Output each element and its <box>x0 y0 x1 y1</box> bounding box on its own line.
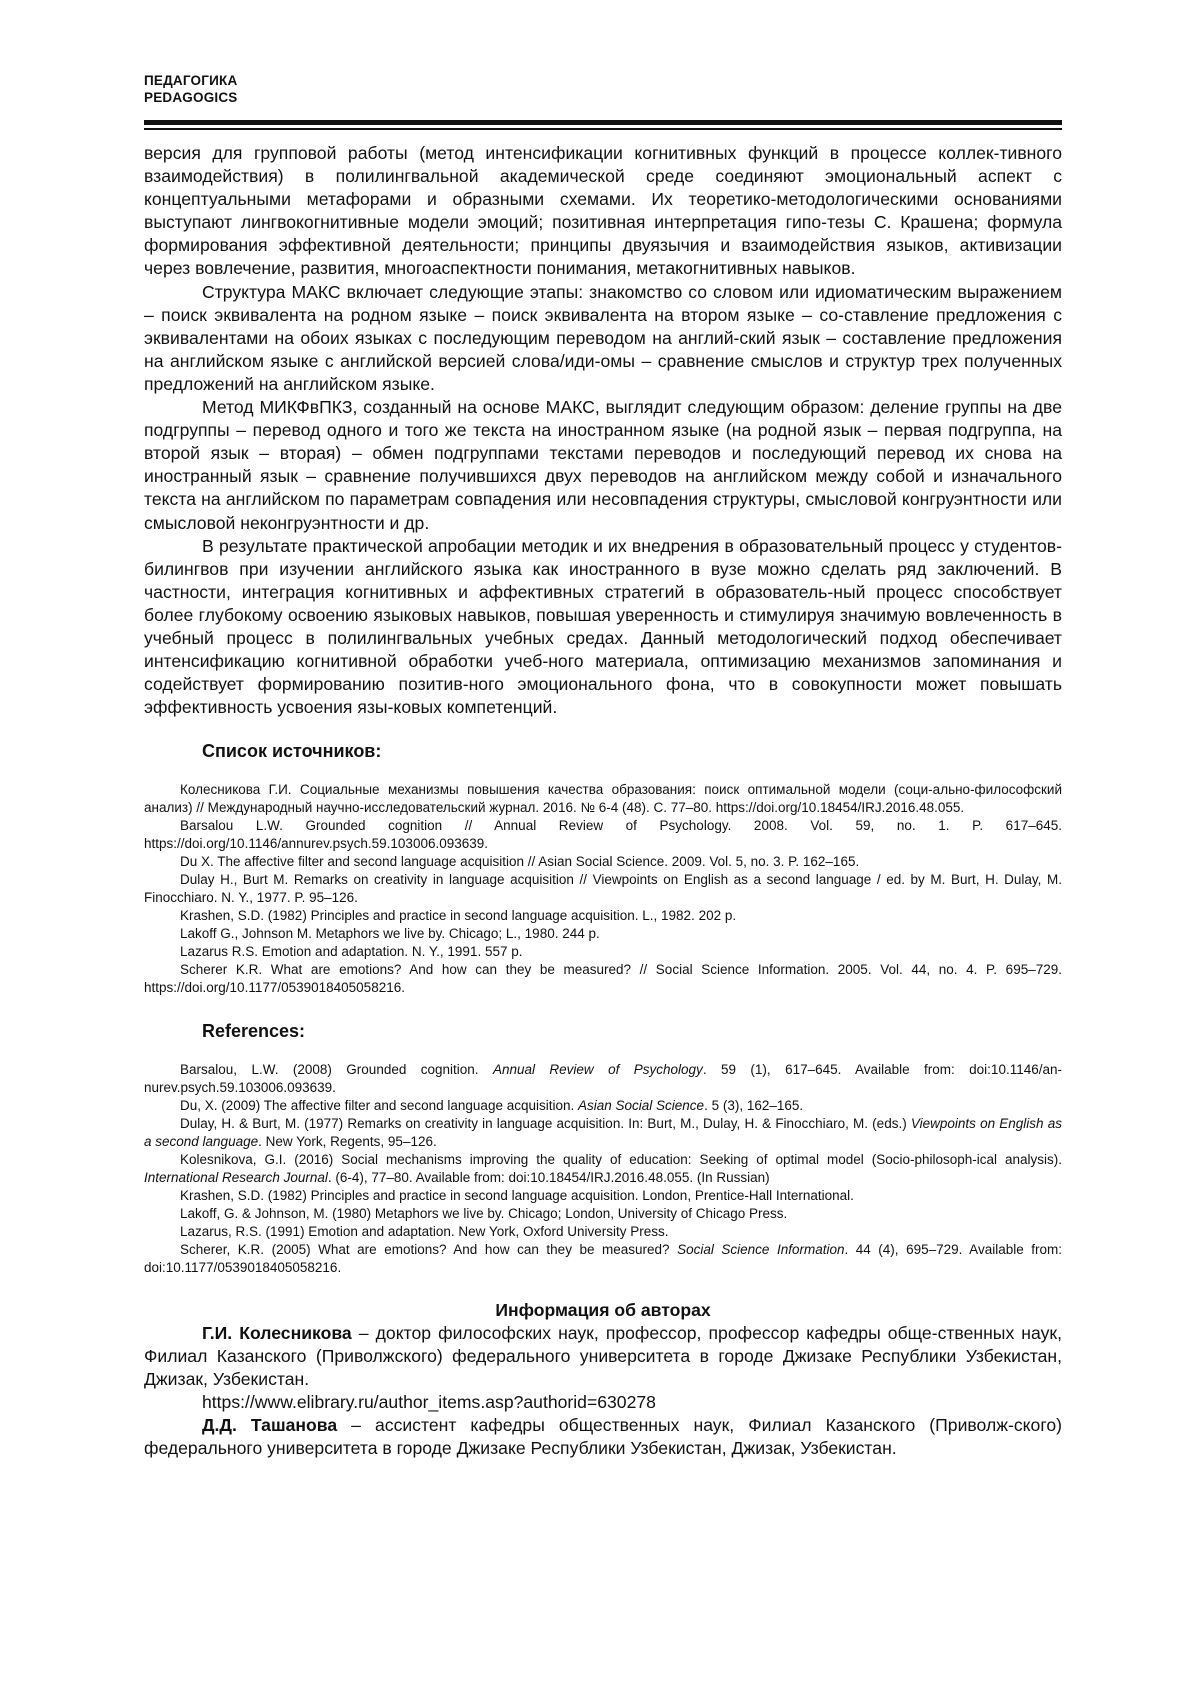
authors-heading: Информация об авторах <box>495 1300 711 1321</box>
header-rule-thick <box>144 120 1062 125</box>
sources-list <box>144 781 1062 997</box>
reference-item <box>144 1241 1062 1277</box>
header-section-en: PEDAGOGICS <box>144 90 238 105</box>
author-2-text: – ассистент кафедры общественных наук, Филиал Казанского (Приволж-ского) федерального университета в городе Джизаке Республики Узбекистан, Джизак, Узбекистан. <box>144 1415 1062 1459</box>
ref-text: Dulay, H. & Burt, M. (1977) Remarks on creativity in language acquisition. In: Burt, M., Dulay, H. & Finocchiaro, M. (eds.) <box>180 1116 911 1132</box>
reference-item <box>144 1061 1062 1097</box>
sources-heading: Список источников: <box>202 741 382 762</box>
ref-journal: International Research Journal <box>144 1170 328 1186</box>
reference-item: Lakoff, G. & Johnson, M. (1980) Metaphors we live by. Chicago; London, University of Chicago Press. <box>180 1206 788 1222</box>
paragraph-2: Структура МАКС включает следующие этапы: знакомство со словом или идиоматическим выражением – поиск эквивалента на родном языке – поиск эквивалента на втором языке – со-ставление предложения с эквивалентами на обоих языках с последующим переводом на англий-ский язык – составление предложения на английском языке с английской версией слова/иди-омы – сравнение смыслов и структур трех полученных предложений на английском языке. <box>144 281 1062 394</box>
source-item: Lazarus R.S. Emotion and adaptation. N. Y., 1991. 557 p. <box>180 944 523 960</box>
main-text <box>144 142 1062 719</box>
author-1 <box>144 1322 1062 1391</box>
ref-text: Scherer, K.R. (2005) What are emotions? And how can they be measured? <box>180 1242 678 1258</box>
reference-item <box>144 1115 1062 1151</box>
author-1-link[interactable]: https://www.elibrary.ru/author_items.asp?authorid=630278 <box>202 1392 656 1413</box>
author-1-text: – доктор философских наук, профессор, профессор кафедры обще-ственных наук, Филиал Казанского (Приволжского) федерального университета в городе Джизаке Республики Узбекистан, Джизак, Узбекистан. <box>144 1323 1062 1390</box>
references-heading: References: <box>202 1021 306 1042</box>
ref-text: . 44 (4), 695–729. Available from: doi:10.1177/0539018405058216. <box>144 1242 1062 1276</box>
author-2 <box>144 1414 1062 1460</box>
ref-journal: Annual Review of Psychology <box>492 1062 703 1078</box>
ref-text: . 5 (3), 162–165. <box>704 1098 804 1114</box>
ref-journal: Viewpoints on English as a second language <box>144 1116 1062 1150</box>
author-1-name: Г.И. Колесникова <box>202 1323 352 1344</box>
ref-text: Barsalou, L.W. (2008) Grounded cognition. <box>180 1062 493 1078</box>
reference-item <box>144 1151 1062 1187</box>
page <box>144 72 1062 1460</box>
header-rule-thin <box>144 128 1062 130</box>
ref-text: Du, X. (2009) The affective filter and second language acquisition. <box>180 1098 578 1114</box>
paragraph-1: версия для групповой работы (метод интенсификации когнитивных функций в процессе коллек-тивного взаимодействия) в полилингвальной академической среде соединяют эмоциональный аспект с концептуальными метафорами и образными схемами. Их теоретико-методологическими основаниями выступают лингвокогнитивные модели эмоций; позитивная интерпретация гипо-тезы С. Крашена; формула формирования эффективной деятельности; принципы двуязычия и взаимодействия языков, активизации через вовлечение, развития, многоаспектности понимания, метакогнитивных навыков. <box>144 143 1062 279</box>
ref-text: . New York, Regents, 95–126. <box>258 1134 437 1150</box>
ref-text: . 59 (1), 617–645. Available from: doi:10.1146/an-nurev.psych.59.103006.093639. <box>144 1062 1062 1096</box>
reference-item <box>144 1097 1062 1115</box>
source-item: Krashen, S.D. (1982) Principles and practice in second language acquisition. L., 1982. 202 p. <box>180 908 737 924</box>
ref-journal: Social Science Information <box>677 1242 845 1258</box>
author-2-name: Д.Д. Ташанова <box>202 1415 338 1436</box>
running-header <box>144 72 1062 106</box>
source-item: Barsalou L.W. Grounded cognition // Annual Review of Psychology. 2008. Vol. 59, no. 1. P. 617–645. https://doi.org/10.1146/annurev.psych.59.103006.093639. <box>144 818 1062 852</box>
source-item: Колесникова Г.И. Социальные механизмы повышения качества образования: поиск оптимальной модели (соци-ально-философский анализ) // Международный научно-исследовательский журнал. 2016. № 6-4 (48). С. 77–80. https://doi.org/10.18454/IRJ.2016.48.055. <box>144 782 1062 816</box>
reference-item: Krashen, S.D. (1982) Principles and practice in second language acquisition. London, Prentice-Hall International. <box>180 1188 854 1204</box>
ref-text: . (6-4), 77–80. Available from: doi:10.18454/IRJ.2016.48.055. (In Russian) <box>327 1170 770 1186</box>
source-item: Dulay H., Burt M. Remarks on creativity in language acquisition // Viewpoints on English as a second language / ed. by M. Burt, H. Dulay, M. Finocchiaro. N. Y., 1977. P. 95–126. <box>144 872 1062 906</box>
paragraph-3: Метод МИКФвПКЗ, созданный на основе МАКС, выглядит следующим образом: деление группы на две подгруппы – перевод одного и того же текста на иностранном языке (на родной язык – первая подгруппа, на второй язык – вторая) – обмен подгруппами текстами переводов и последующий перевод их снова на иностранный язык – сравнение получившихся двух переводов на английском между собой и изначального текста на английском по параметрам совпадения или несовпадения структуры, смысловой конгруэнтности или смысловой неконгруэнтности и др. <box>144 397 1062 533</box>
ref-text: Kolesnikova, G.I. (2016) Social mechanisms improving the quality of education: Seeking of optimal model (Socio-philosoph-ical analysis). <box>180 1152 1062 1168</box>
source-item: Du X. The affective filter and second language acquisition // Asian Social Science. 2009. Vol. 5, no. 3. P. 162–165. <box>180 854 860 870</box>
source-item: Lakoff G., Johnson M. Metaphors we live by. Chicago; L., 1980. 244 p. <box>180 926 600 942</box>
authors-info <box>144 1322 1062 1460</box>
paragraph-4: В результате практической апробации методик и их внедрения в образовательный процесс у студентов-билингвов при изучении английского языка как иностранного в вузе можно сделать ряд заключений. В частности, интеграция когнитивных и аффективных стратегий в образователь-ный процесс способствует более глубокому освоению языковых навыков, повышая уверенность и стимулируя значимую вовлеченность в учебный процесс в полилингвальных учебных средах. Данный методологический подход обеспечивает интенсификацию когнитивной обработки учеб-ного материала, оптимизацию механизмов запоминания и содействует формированию позитив-ного эмоционального фона, что в совокупности может повышать эффективность усвоения язы-ковых компетенций. <box>144 535 1062 718</box>
source-item: Scherer K.R. What are emotions? And how can they be measured? // Social Science Information. 2005. Vol. 44, no. 4. P. 695–729. https://doi.org/10.1177/0539018405058216. <box>144 962 1062 996</box>
header-section-ru: ПЕДАГОГИКА <box>144 73 238 88</box>
reference-item: Lazarus, R.S. (1991) Emotion and adaptation. New York, Oxford University Press. <box>180 1224 669 1240</box>
references-list <box>144 1061 1062 1277</box>
ref-journal: Asian Social Science <box>578 1098 705 1114</box>
